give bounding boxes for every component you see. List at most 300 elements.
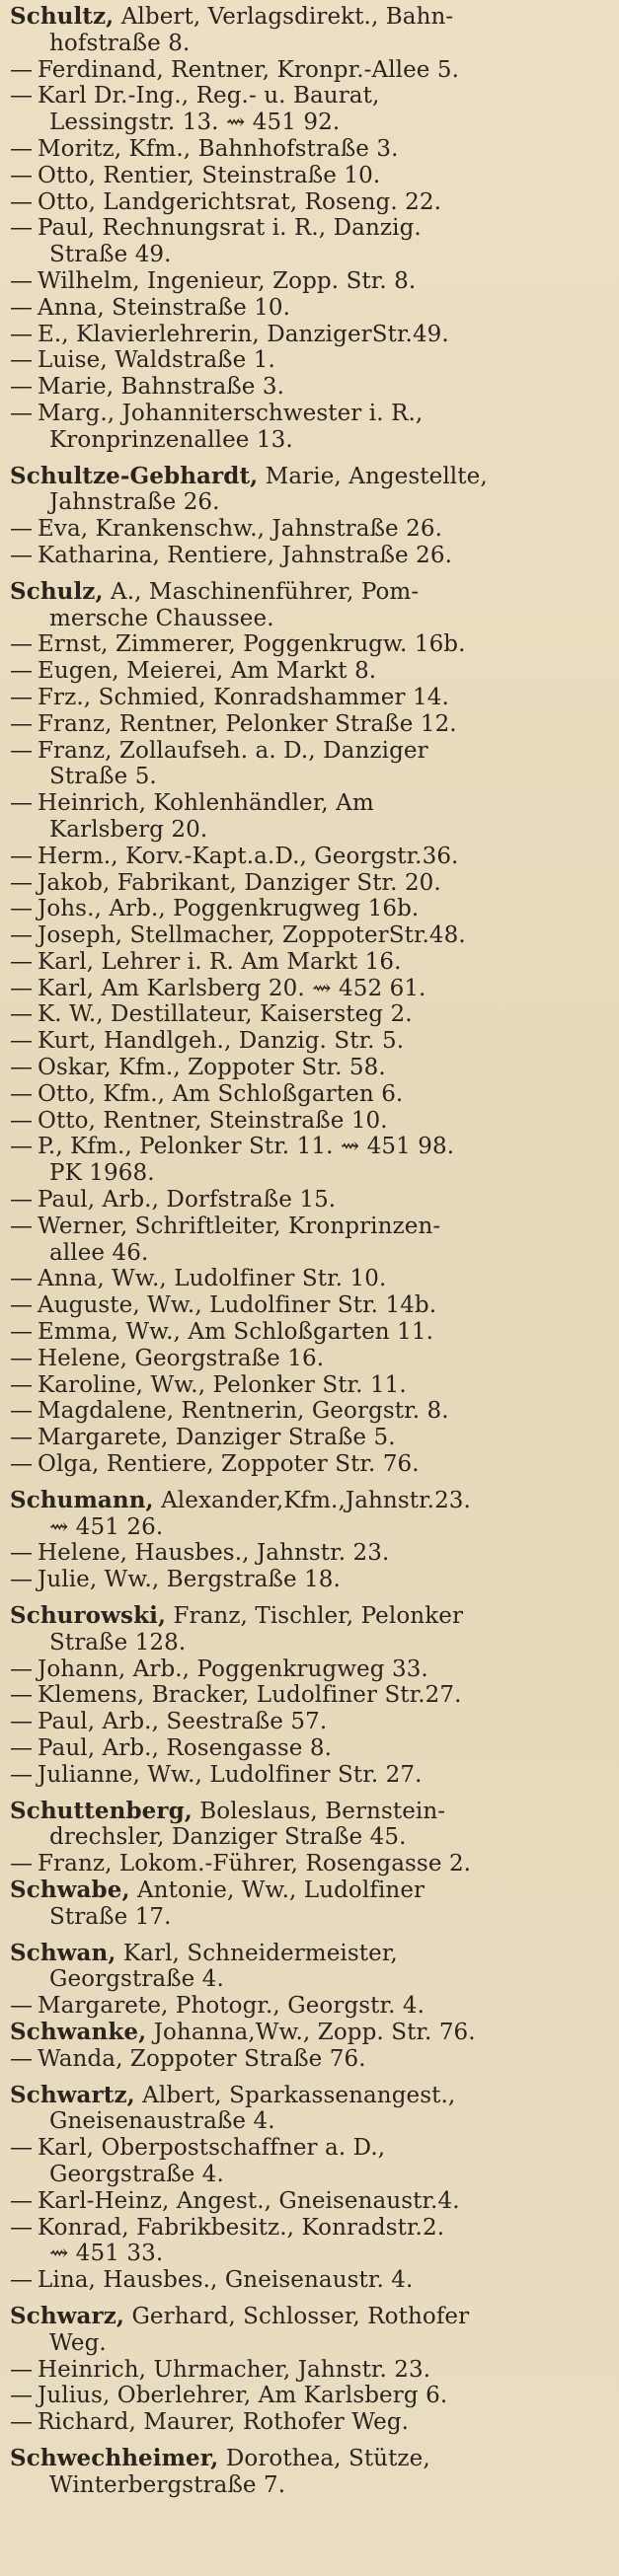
sub-entry — [10, 1735, 611, 1762]
sub-entry — [10, 516, 611, 543]
group-separator — [10, 2073, 611, 2083]
repeat-dash: — — [10, 843, 34, 869]
entry-line — [10, 1877, 611, 1904]
entry-line — [10, 658, 611, 685]
entry-line — [10, 1799, 611, 1825]
repeat-dash: — — [10, 1107, 34, 1134]
surname-entry — [10, 4, 611, 57]
entry-text: K. W., Destillateur, Kaisersteg 2. — [38, 1001, 413, 1028]
sub-entry — [10, 1398, 611, 1425]
surname-entry — [10, 1941, 611, 1994]
entry-line — [10, 2267, 611, 2294]
entry-text: mersche Chaussee. — [49, 605, 274, 631]
repeat-dash: — — [10, 294, 34, 321]
surname-entry — [10, 2083, 611, 2136]
entry-line — [10, 1656, 611, 1683]
entry-line — [10, 1941, 611, 1967]
surname-entry — [10, 579, 611, 632]
sub-entry — [10, 685, 611, 711]
entry-text: Eugen, Meierei, Am Markt 8. — [38, 658, 377, 685]
entry-line — [10, 1824, 611, 1851]
entry-text: Marie, Angestellte, — [258, 463, 488, 489]
sub-entry — [10, 1292, 611, 1319]
entry-text: Werner, Schriftleiter, Kronprinzen- — [38, 1213, 441, 1239]
sub-entry — [10, 658, 611, 685]
repeat-dash: — — [10, 516, 34, 543]
repeat-dash: — — [10, 2356, 34, 2383]
sub-entry — [10, 215, 611, 268]
entry-line — [10, 2241, 611, 2267]
repeat-dash: — — [10, 790, 34, 817]
entry-text: Emma, Ww., Am Schloßgarten 11. — [38, 1319, 434, 1346]
entry-text: Otto, Landgerichtsrat, Roseng. 22. — [38, 188, 442, 215]
surname-entry — [10, 2446, 611, 2499]
sub-entry — [10, 401, 611, 454]
entry-text: Gerhard, Schlosser, Rothofer — [124, 2303, 470, 2329]
entry-text: PK 1968. — [49, 1160, 155, 1187]
sub-entry — [10, 1372, 611, 1399]
entry-line — [10, 1735, 611, 1762]
repeat-dash: — — [10, 1319, 34, 1346]
entry-line — [10, 163, 611, 189]
surname: Schwechheimer, — [10, 2445, 219, 2471]
directory-group — [10, 1603, 611, 1789]
entry-text: Karoline, Ww., Pelonker Str. 11. — [38, 1371, 407, 1398]
entry-text: Paul, Arb., Dorfstraße 15. — [38, 1187, 337, 1214]
group-separator — [10, 2436, 611, 2446]
surname: Schuttenberg, — [10, 1798, 193, 1824]
entry-line — [10, 464, 611, 490]
repeat-dash: — — [10, 1055, 34, 1081]
sub-entry — [10, 374, 611, 401]
sub-entry — [10, 711, 611, 738]
entry-text: Heinrich, Kohlenhändler, Am — [38, 790, 374, 817]
entry-text: Helene, Hausbes., Jahnstr. 23. — [38, 1540, 390, 1567]
sub-entry — [10, 738, 611, 791]
sub-entry — [10, 2188, 611, 2215]
entry-text: Moritz, Kfm., Bahnhofstraße 3. — [38, 135, 399, 162]
directory-group — [10, 2446, 611, 2499]
entry-line — [10, 949, 611, 976]
entry-text: E., Klavierlehrerin, DanzigerStr.49. — [38, 321, 449, 347]
entry-line — [10, 790, 611, 817]
entry-line — [10, 2304, 611, 2330]
entry-line — [10, 136, 611, 163]
sub-entry — [10, 1762, 611, 1789]
repeat-dash: — — [10, 1080, 34, 1107]
repeat-dash: — — [10, 922, 34, 949]
entry-line — [10, 215, 611, 242]
group-separator — [10, 569, 611, 579]
surname: Schulz, — [10, 578, 104, 605]
group-separator — [10, 2294, 611, 2304]
entry-text: Katharina, Rentiere, Jahnstraße 26. — [38, 542, 453, 568]
entry-text: Konrad, Fabrikbesitz., Konradstr.2. — [38, 2214, 445, 2241]
repeat-dash: — — [10, 737, 34, 764]
entry-text: Helene, Georgstraße 16. — [38, 1345, 325, 1371]
surname: Schultz, — [10, 4, 115, 30]
entry-line — [10, 1993, 611, 2020]
sub-entry — [10, 790, 611, 844]
entry-text: Luise, Waldstraße 1. — [38, 347, 275, 374]
sub-entry — [10, 2135, 611, 2188]
surname: Schultze-Gebhardt, — [10, 463, 259, 489]
entry-text: Karl, Lehrer i. R. Am Markt 16. — [38, 948, 402, 975]
repeat-dash: — — [10, 710, 34, 737]
entry-text: Wilhelm, Ingenieur, Zopp. Str. 8. — [38, 267, 417, 294]
entry-line — [10, 1514, 611, 1541]
entry-text: Oskar, Kfm., Zoppoter Str. 58. — [38, 1055, 386, 1081]
sub-entry — [10, 1851, 611, 1877]
repeat-dash: — — [10, 1371, 34, 1398]
repeat-dash: — — [10, 215, 34, 242]
entry-text: Richard, Maurer, Rothofer Weg. — [38, 2409, 410, 2436]
entry-line — [10, 374, 611, 401]
entry-line — [10, 764, 611, 790]
repeat-dash: — — [10, 2214, 34, 2241]
entry-text: Franz, Zollaufseh. a. D., Danziger — [38, 737, 428, 764]
sub-entry — [10, 844, 611, 870]
entry-line — [10, 2083, 611, 2109]
sub-entry — [10, 322, 611, 348]
entry-line — [10, 896, 611, 922]
sub-entry — [10, 1028, 611, 1055]
repeat-dash: — — [10, 2135, 34, 2162]
repeat-dash: — — [10, 658, 34, 685]
entry-text: Otto, Rentier, Steinstraße 10. — [38, 162, 381, 188]
entry-text: Karl, Oberpostschaffner a. D., — [38, 2135, 386, 2162]
sub-entry — [10, 896, 611, 922]
repeat-dash: — — [10, 83, 34, 110]
entry-text: Albert, Sparkassenangest., — [134, 2082, 456, 2108]
sub-entry — [10, 1425, 611, 1451]
entry-text: Franz, Lokom.-Führer, Rosengasse 2. — [38, 1851, 472, 1877]
sub-entry — [10, 1108, 611, 1135]
entry-line — [10, 2330, 611, 2357]
repeat-dash: — — [10, 1187, 34, 1214]
surname-entry — [10, 1603, 611, 1656]
sub-entry — [10, 976, 611, 1002]
sub-entry — [10, 268, 611, 295]
repeat-dash: — — [10, 188, 34, 215]
entry-line — [10, 685, 611, 711]
sub-entry — [10, 543, 611, 569]
sub-entry — [10, 1682, 611, 1709]
repeat-dash: — — [10, 56, 34, 83]
entry-text: Jahnstraße 26. — [49, 489, 220, 516]
entry-text: Anna, Ww., Ludolfiner Str. 10. — [38, 1266, 387, 1292]
entry-line — [10, 2409, 611, 2436]
entry-line — [10, 2020, 611, 2046]
entry-line — [10, 516, 611, 543]
entry-line — [10, 2215, 611, 2242]
surname: Schumann, — [10, 1487, 154, 1513]
sub-entry — [10, 2409, 611, 2436]
entry-text: Antonie, Ww., Ludolfiner — [129, 1877, 426, 1903]
entry-text: Olga, Rentiere, Zoppoter Str. 76. — [38, 1451, 420, 1478]
repeat-dash: — — [10, 1345, 34, 1371]
entry-line — [10, 242, 611, 268]
entry-text: Boleslaus, Bernstein- — [192, 1798, 446, 1824]
entry-text: ⇝ 451 26. — [49, 1513, 164, 1540]
surname-entry — [10, 2304, 611, 2357]
sub-entry — [10, 2267, 611, 2294]
repeat-dash: — — [10, 542, 34, 568]
entry-line — [10, 922, 611, 949]
repeat-dash: — — [10, 896, 34, 922]
sub-entry — [10, 1266, 611, 1292]
entry-line — [10, 401, 611, 427]
entry-text: Alexander,Kfm.,Jahnstr.23. — [153, 1487, 471, 1513]
repeat-dash: — — [10, 1540, 34, 1567]
entry-text: ⇝ 451 33. — [49, 2241, 164, 2267]
sub-entry — [10, 1709, 611, 1735]
entry-text: Gneisenaustraße 4. — [49, 2108, 275, 2135]
sub-entry — [10, 631, 611, 658]
entry-line — [10, 844, 611, 870]
repeat-dash: — — [10, 267, 34, 294]
entry-line — [10, 1762, 611, 1789]
entry-line — [10, 1425, 611, 1451]
repeat-dash: — — [10, 1735, 34, 1761]
entry-text: Georgstraße 4. — [49, 2161, 224, 2187]
repeat-dash: — — [10, 1213, 34, 1239]
entry-line — [10, 1851, 611, 1877]
entry-line — [10, 83, 611, 110]
entry-text: Straße 49. — [49, 242, 172, 268]
entry-line — [10, 489, 611, 516]
entry-line — [10, 1108, 611, 1135]
entry-text: Johs., Arb., Poggenkrugweg 16b. — [38, 896, 420, 922]
entry-line — [10, 1567, 611, 1593]
repeat-dash: — — [10, 948, 34, 975]
directory-group — [10, 2304, 611, 2436]
entry-line — [10, 817, 611, 844]
entry-text: Karl, Am Karlsberg 20. ⇝ 452 61. — [38, 975, 426, 1001]
surname-entry — [10, 1877, 611, 1931]
entry-line — [10, 1488, 611, 1514]
sub-entry — [10, 1001, 611, 1028]
repeat-dash: — — [10, 2267, 34, 2294]
entry-line — [10, 2383, 611, 2409]
entry-line — [10, 268, 611, 295]
entry-line — [10, 1055, 611, 1081]
repeat-dash: — — [10, 869, 34, 896]
entry-text: Auguste, Ww., Ludolfiner Str. 14b. — [38, 1292, 437, 1319]
repeat-dash: — — [10, 1028, 34, 1055]
entry-text: Heinrich, Uhrmacher, Jahnstr. 23. — [38, 2356, 431, 2383]
repeat-dash: — — [10, 162, 34, 188]
entry-line — [10, 1682, 611, 1709]
entry-line — [10, 2472, 611, 2499]
entry-text: Ferdinand, Rentner, Kronpr.-Allee 5. — [38, 56, 460, 83]
repeat-dash: — — [10, 684, 34, 710]
entry-text: Frz., Schmied, Konradshammer 14. — [38, 684, 449, 710]
entry-line — [10, 1904, 611, 1931]
entry-text: Winterbergstraße 7. — [49, 2471, 286, 2498]
entry-text: Kurt, Handlgeh., Danzig. Str. 5. — [38, 1028, 405, 1055]
sub-entry — [10, 57, 611, 84]
sub-entry — [10, 2357, 611, 2384]
entry-text: drechsler, Danziger Straße 45. — [49, 1824, 407, 1851]
entry-line — [10, 2188, 611, 2215]
entry-text: Marie, Bahnstraße 3. — [38, 374, 285, 401]
group-separator — [10, 1478, 611, 1488]
entry-line — [10, 4, 611, 31]
entry-text: Georgstraße 4. — [49, 1966, 224, 1993]
directory-group — [10, 1941, 611, 2073]
sub-entry — [10, 1567, 611, 1593]
sub-entry — [10, 1214, 611, 1267]
entry-line — [10, 189, 611, 216]
entry-line — [10, 2108, 611, 2135]
entry-text: Lina, Hausbes., Gneisenaustr. 4. — [38, 2267, 414, 2294]
entry-line — [10, 870, 611, 897]
entry-line — [10, 31, 611, 57]
entry-text: Straße 128. — [49, 1629, 187, 1656]
entry-text: Johanna,Ww., Zopp. Str. 76. — [146, 2019, 476, 2045]
directory-group — [10, 464, 611, 569]
entry-line — [10, 347, 611, 374]
group-separator — [10, 1593, 611, 1603]
repeat-dash: — — [10, 631, 34, 658]
entry-line — [10, 2135, 611, 2162]
sub-entry — [10, 1656, 611, 1683]
entry-text: Weg. — [49, 2329, 107, 2356]
group-separator — [10, 454, 611, 464]
sub-entry — [10, 295, 611, 322]
repeat-dash: — — [10, 1567, 34, 1593]
sub-entry — [10, 1134, 611, 1187]
entry-text: Magdalene, Rentnerin, Georgstr. 8. — [38, 1398, 449, 1425]
entry-text: Lessingstr. 13. ⇝ 451 92. — [49, 110, 341, 136]
entry-line — [10, 606, 611, 632]
repeat-dash: — — [10, 1682, 34, 1709]
surname: Schwan, — [10, 1940, 116, 1966]
repeat-dash: — — [10, 1709, 34, 1735]
entry-line — [10, 295, 611, 322]
entry-line — [10, 711, 611, 738]
entry-text: allee 46. — [49, 1239, 149, 1266]
entry-text: Margarete, Photogr., Georgstr. 4. — [38, 1993, 426, 2020]
entry-text: Wanda, Zoppoter Straße 76. — [38, 2045, 366, 2072]
entry-text: Franz, Rentner, Pelonker Straße 12. — [38, 710, 457, 737]
entry-text: Paul, Arb., Seestraße 57. — [38, 1709, 328, 1735]
entry-text: Straße 17. — [49, 1903, 172, 1930]
repeat-dash: — — [10, 1398, 34, 1425]
repeat-dash: — — [10, 347, 34, 374]
directory-group — [10, 1799, 611, 1931]
sub-entry — [10, 870, 611, 897]
entry-line — [10, 2162, 611, 2188]
entry-text: Margarete, Danziger Straße 5. — [38, 1425, 396, 1451]
entry-text: Anna, Steinstraße 10. — [38, 294, 291, 321]
entry-line — [10, 2046, 611, 2073]
entry-text: Otto, Rentner, Steinstraße 10. — [38, 1107, 388, 1134]
repeat-dash: — — [10, 1292, 34, 1319]
repeat-dash: — — [10, 2383, 34, 2409]
entry-line — [10, 1451, 611, 1478]
entry-line — [10, 1214, 611, 1240]
repeat-dash: — — [10, 1761, 34, 1788]
directory-group — [10, 4, 611, 454]
entry-line — [10, 1292, 611, 1319]
entry-line — [10, 2357, 611, 2384]
repeat-dash: — — [10, 1266, 34, 1292]
repeat-dash: — — [10, 1134, 34, 1160]
entry-text: Karl Dr.-Ing., Reg.- u. Baurat, — [38, 83, 380, 110]
entry-text: Franz, Tischler, Pelonker — [166, 1603, 464, 1630]
entry-line — [10, 1160, 611, 1187]
entry-text: Klemens, Bracker, Ludolfiner Str.27. — [38, 1682, 462, 1709]
entry-line — [10, 1134, 611, 1160]
entry-line — [10, 1966, 611, 1993]
sub-entry — [10, 1540, 611, 1567]
surname: Schwarz, — [10, 2303, 125, 2329]
entry-line — [10, 322, 611, 348]
entry-text: Albert, Verlagsdirekt., Bahn- — [114, 4, 454, 30]
entry-text: Johann, Arb., Poggenkrugweg 33. — [38, 1656, 428, 1682]
entry-line — [10, 1372, 611, 1399]
surname: Schwanke, — [10, 2019, 147, 2045]
repeat-dash: — — [10, 1993, 34, 2020]
sub-entry — [10, 1081, 611, 1108]
repeat-dash: — — [10, 1451, 34, 1478]
sub-entry — [10, 189, 611, 216]
entry-line — [10, 1187, 611, 1214]
repeat-dash: — — [10, 374, 34, 401]
sub-entry — [10, 922, 611, 949]
entry-text: Herm., Korv.-Kapt.a.D., Georgstr.36. — [38, 843, 459, 869]
surname: Schwartz, — [10, 2082, 135, 2108]
entry-line — [10, 1346, 611, 1372]
entry-line — [10, 738, 611, 765]
entry-text: Dorothea, Stütze, — [218, 2445, 430, 2471]
surname-entry — [10, 1799, 611, 1852]
sub-entry — [10, 1187, 611, 1214]
entry-line — [10, 1028, 611, 1055]
sub-entry — [10, 1451, 611, 1478]
sub-entry — [10, 1346, 611, 1372]
entry-line — [10, 579, 611, 606]
entry-text: Otto, Kfm., Am Schloßgarten 6. — [38, 1080, 404, 1107]
repeat-dash: — — [10, 2045, 34, 2072]
sub-entry — [10, 1993, 611, 2020]
entry-text: Julius, Oberlehrer, Am Karlsberg 6. — [38, 2383, 448, 2409]
entry-text: Karl-Heinz, Angest., Gneisenaustr.4. — [38, 2187, 460, 2214]
surname: Schurowski, — [10, 1603, 167, 1630]
entry-line — [10, 1001, 611, 1028]
entry-line — [10, 1266, 611, 1292]
group-separator — [10, 1789, 611, 1799]
directory-group — [10, 1488, 611, 1593]
sub-entry — [10, 1319, 611, 1346]
entry-text: Marg., Johanniterschwester i. R., — [38, 400, 424, 426]
repeat-dash: — — [10, 2187, 34, 2214]
sub-entry — [10, 163, 611, 189]
repeat-dash: — — [10, 2409, 34, 2436]
sub-entry — [10, 2046, 611, 2073]
surname-entry — [10, 2020, 611, 2046]
entry-text: Julianne, Ww., Ludolfiner Str. 27. — [38, 1761, 423, 1788]
entry-text: Paul, Arb., Rosengasse 8. — [38, 1735, 333, 1761]
entry-line — [10, 110, 611, 136]
repeat-dash: — — [10, 1425, 34, 1451]
group-separator — [10, 1931, 611, 1941]
entry-line — [10, 1240, 611, 1267]
repeat-dash: — — [10, 135, 34, 162]
entry-line — [10, 976, 611, 1002]
